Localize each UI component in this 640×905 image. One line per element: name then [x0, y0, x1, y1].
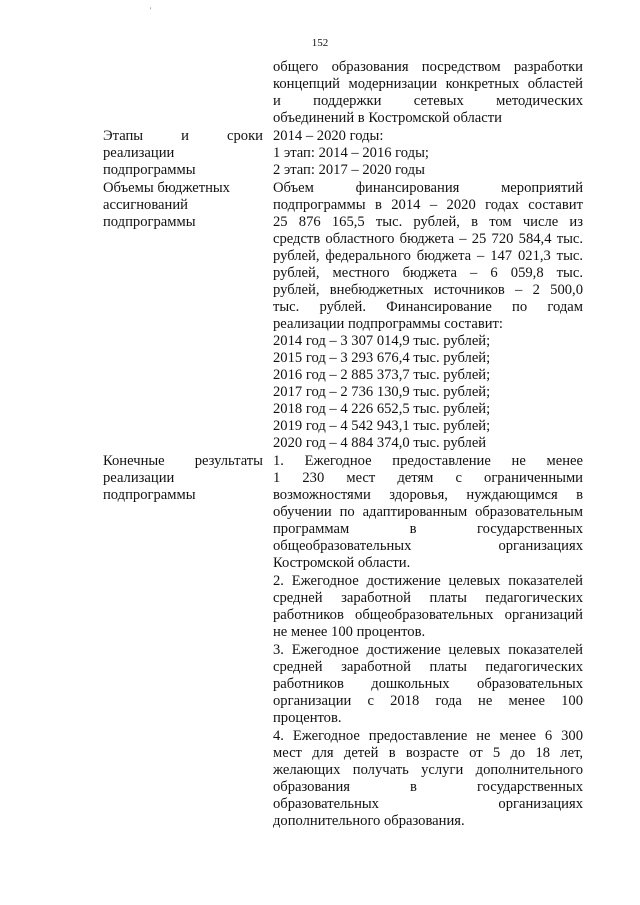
- results-value: 2. Ежегодное достижение целевых показателей: [273, 573, 583, 589]
- results-value: возможностями здоровья, нуждающимся в: [273, 487, 583, 503]
- scan-mark: ': [150, 6, 152, 15]
- stages-label: подпрограммы: [103, 162, 196, 178]
- budget-value: рублей, внебюджетных источников – 2 500,0: [273, 282, 583, 298]
- results-value: образования в государственных: [273, 779, 583, 795]
- results-value: работников дошкольных образовательных: [273, 676, 583, 692]
- results-value: не менее 100 процентов.: [273, 624, 426, 640]
- budget-year: 2019 год – 4 542 943,1 тыс. рублей;: [273, 418, 491, 434]
- intro-line: объединений в Костромской области: [273, 110, 502, 126]
- budget-label: подпрограммы: [103, 214, 196, 230]
- results-value: 3. Ежегодное достижение целевых показателей: [273, 642, 583, 658]
- intro-line: и поддержки сетевых методических: [273, 93, 583, 109]
- budget-value: Объем финансирования мероприятий: [273, 180, 583, 196]
- budget-year: 2018 год – 4 226 652,5 тыс. рублей;: [273, 401, 491, 417]
- budget-label: Объемы бюджетных: [103, 180, 230, 196]
- stages-value: 2014 – 2020 годы:: [273, 128, 384, 144]
- stages-value: 1 этап: 2014 – 2016 годы;: [273, 145, 429, 161]
- results-label: подпрограммы: [103, 487, 196, 503]
- budget-value: рублей, федерального бюджета – 147 021,3 тыс.: [273, 248, 583, 264]
- results-value: 4. Ежегодное предоставление не менее 6 300: [273, 728, 583, 744]
- budget-label: ассигнований: [103, 197, 188, 213]
- budget-year: 2014 год – 3 307 014,9 тыс. рублей;: [273, 333, 491, 349]
- results-value: мест для детей в возрасте от 5 до 18 лет,: [273, 745, 583, 761]
- budget-year: 2016 год – 2 885 373,7 тыс. рублей;: [273, 367, 491, 383]
- results-value: средней заработной платы педагогических: [273, 659, 583, 675]
- stages-value: 2 этап: 2017 – 2020 годы: [273, 162, 425, 178]
- intro-line: общего образования посредством разработки: [273, 59, 583, 75]
- results-value: дополнительного образования.: [273, 813, 465, 829]
- budget-value: подпрограммы в 2014 – 2020 годах составит: [273, 197, 583, 213]
- results-value: образовательных организациях: [273, 796, 583, 812]
- results-value: общеобразовательных организациях: [273, 538, 583, 554]
- results-value: 1. Ежегодное предоставление не менее: [273, 453, 583, 469]
- budget-value: реализации подпрограммы составит:: [273, 316, 503, 332]
- budget-value: рублей, местного бюджета – 6 059,8 тыс.: [273, 265, 583, 281]
- page-number: 152: [311, 37, 329, 49]
- results-value: программам в государственных: [273, 521, 583, 537]
- budget-year: 2020 год – 4 884 374,0 тыс. рублей: [273, 435, 487, 451]
- budget-value: тыс. рублей. Финансирование по годам: [273, 299, 583, 315]
- intro-line: концепций модернизации конкретных областей: [273, 76, 583, 92]
- results-label: реализации: [103, 470, 175, 486]
- stages-label: реализации: [103, 145, 175, 161]
- stages-label: Этапы и сроки: [103, 128, 263, 144]
- results-value: желающих получать услуги дополнительного: [273, 762, 583, 778]
- results-value: Костромской области.: [273, 555, 411, 571]
- results-value: процентов.: [273, 710, 342, 726]
- budget-year: 2015 год – 3 293 676,4 тыс. рублей;: [273, 350, 491, 366]
- budget-value: средств областного бюджета – 25 720 584,4 тыс.: [273, 231, 583, 247]
- budget-value: 25 876 165,5 тыс. рублей, в том числе из: [273, 214, 583, 230]
- results-value: работников общеобразовательных организаций: [273, 607, 583, 623]
- budget-year: 2017 год – 2 736 130,9 тыс. рублей;: [273, 384, 491, 400]
- results-value: средней заработной платы педагогических: [273, 590, 583, 606]
- results-value: 1 230 мест детям с ограниченными: [273, 470, 583, 486]
- results-label: Конечные результаты: [103, 453, 263, 469]
- results-value: организации с 2018 года не менее 100: [273, 693, 583, 709]
- results-value: обучении по адаптированным образовательным: [273, 504, 583, 520]
